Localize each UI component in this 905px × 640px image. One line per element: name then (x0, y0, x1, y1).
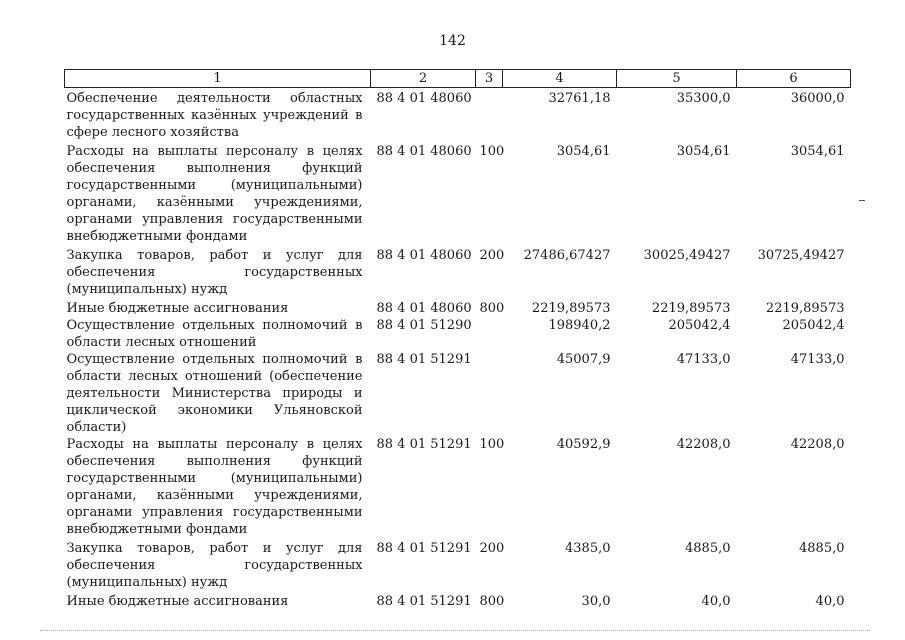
row-value-3: 30725,49427 (757, 248, 845, 263)
row-value-1: 3054,61 (556, 144, 611, 159)
row-code: 88 4 01 48060 (376, 144, 472, 159)
row-value-1: 198940,2 (548, 318, 611, 333)
row-value-2: 30025,49427 (643, 248, 731, 263)
scan-mark (859, 200, 865, 201)
table-row (65, 143, 851, 245)
row-code: 88 4 01 51291 (376, 594, 472, 609)
row-value-2: 2219,89573 (651, 301, 731, 316)
row-value-1: 2219,89573 (531, 301, 611, 316)
row-name: Закупка товаров, работ и услуг для обеспечения государственных (муниципальных) нужд (66, 248, 363, 297)
row-value-3: 205042,4 (782, 318, 845, 333)
budget-table (64, 69, 851, 610)
row-name: Иные бюджетные ассигнования (66, 301, 289, 316)
row-name: Осуществление отдельных полномочий в области лесных отношений (66, 318, 363, 350)
row-value-3: 47133,0 (790, 352, 845, 367)
row-vr: 200 (479, 541, 505, 556)
row-vr (476, 317, 503, 351)
row-value-2: 40,0 (701, 594, 731, 609)
row-value-1: 30,0 (581, 594, 611, 609)
row-code: 88 4 01 51291 (376, 352, 472, 367)
row-vr (476, 90, 503, 141)
row-code: 88 4 01 48060 (376, 301, 472, 316)
row-value-1: 40592,9 (556, 437, 611, 452)
table-row (65, 351, 851, 436)
row-value-1: 4385,0 (565, 541, 611, 556)
row-name: Расходы на выплаты персоналу в целях обеспечения выполнения функций государственными (муниципальными) органами, казёнными учреждениями, органами управления государственными внебюджетными фондами (66, 144, 363, 244)
row-name: Закупка товаров, работ и услуг для обеспечения государственных (муниципальных) нужд (66, 541, 363, 590)
column-header: 5 (617, 70, 737, 88)
row-vr: 100 (479, 144, 505, 159)
column-header: 1 (65, 70, 371, 88)
column-header: 3 (476, 70, 503, 88)
table-row (65, 540, 851, 591)
row-value-2: 35300,0 (676, 91, 731, 106)
row-value-2: 4885,0 (685, 541, 731, 556)
row-value-3: 2219,89573 (765, 301, 845, 316)
row-name: Осуществление отдельных полномочий в области лесных отношений (обеспечение деятельности Министерства природы и циклической экономики Ульяновской области) (66, 352, 363, 435)
row-value-1: 45007,9 (556, 352, 611, 367)
row-value-3: 42208,0 (790, 437, 845, 452)
table-header-row (65, 70, 851, 88)
row-value-3: 3054,61 (790, 144, 845, 159)
column-header: 2 (371, 70, 476, 88)
row-code: 88 4 01 48060 (376, 91, 472, 106)
row-name: Обеспечение деятельности областных государственных казённых учреждений в сфере лесного хозяйства (66, 91, 363, 140)
row-vr: 800 (479, 301, 505, 316)
row-value-3: 4885,0 (799, 541, 845, 556)
row-value-2: 42208,0 (676, 437, 731, 452)
row-value-2: 205042,4 (668, 318, 731, 333)
column-header: 6 (737, 70, 851, 88)
table-row (65, 317, 851, 351)
row-name: Расходы на выплаты персоналу в целях обеспечения выполнения функций государственными (муниципальными) органами, казёнными учреждениями, органами управления государственными внебюджетными фондами (66, 437, 363, 537)
row-code: 88 4 01 51290 (376, 318, 472, 333)
row-vr (476, 351, 503, 436)
scan-edge-line (40, 630, 870, 632)
row-code: 88 4 01 51291 (376, 541, 472, 556)
table-row (65, 436, 851, 538)
table-row (65, 593, 851, 610)
column-header: 4 (503, 70, 617, 88)
row-value-2: 47133,0 (676, 352, 731, 367)
table-row (65, 247, 851, 298)
row-code: 88 4 01 51291 (376, 437, 472, 452)
row-name: Иные бюджетные ассигнования (66, 594, 289, 609)
row-value-1: 27486,67427 (523, 248, 611, 263)
row-vr: 100 (479, 437, 505, 452)
row-value-2: 3054,61 (676, 144, 731, 159)
table-row (65, 90, 851, 141)
table-row (65, 300, 851, 317)
row-value-1: 32761,18 (548, 91, 611, 106)
row-value-3: 36000,0 (790, 91, 845, 106)
row-vr: 200 (479, 248, 505, 263)
page-number: 142 (439, 33, 466, 49)
row-value-3: 40,0 (815, 594, 845, 609)
row-vr: 800 (479, 594, 505, 609)
row-code: 88 4 01 48060 (376, 248, 472, 263)
